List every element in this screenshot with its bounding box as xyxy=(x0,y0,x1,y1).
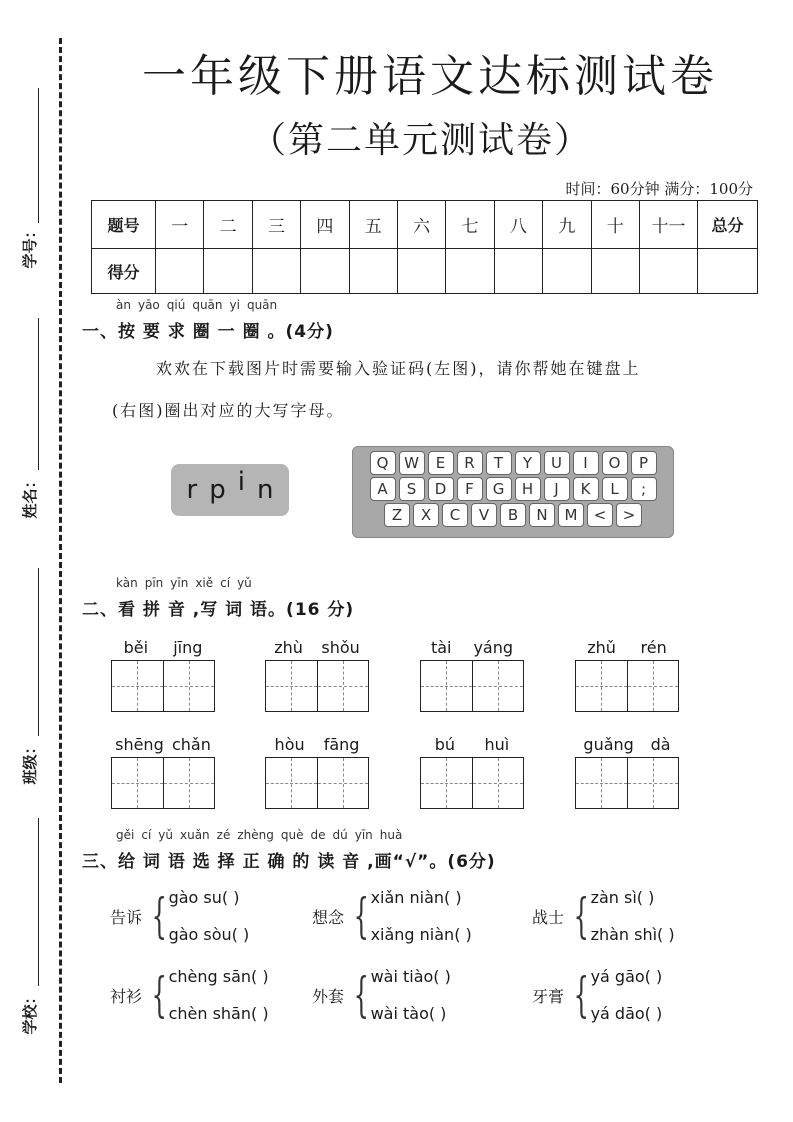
choice-option[interactable]: xiǎng niàn( ) xyxy=(370,925,472,944)
key[interactable]: K xyxy=(573,477,599,501)
school-label: 学校： xyxy=(20,989,39,1035)
table-cell: 得分 xyxy=(92,249,156,294)
choice-option[interactable]: yá dāo( ) xyxy=(590,1004,663,1023)
key[interactable]: I xyxy=(573,451,599,475)
score-table xyxy=(91,200,758,294)
score-table-score-row xyxy=(92,249,758,294)
choice-option[interactable]: gào su( ) xyxy=(168,888,240,907)
score-input-cell[interactable] xyxy=(397,249,445,294)
word-writing-item xyxy=(111,735,215,809)
word-writing-item xyxy=(265,735,369,809)
keyboard-row-3 xyxy=(357,503,669,527)
key[interactable]: F xyxy=(457,477,483,501)
writing-grid[interactable] xyxy=(111,660,215,712)
page-subtitle: （第二单元测试卷） xyxy=(250,120,593,161)
word-pinyin: guǎng dà xyxy=(583,735,671,754)
keyboard-row-1 xyxy=(357,451,669,475)
key[interactable]: Y xyxy=(515,451,541,475)
table-cell: 二 xyxy=(204,201,252,249)
key[interactable]: ; xyxy=(631,477,657,501)
word-writing-item xyxy=(265,638,369,712)
table-cell: 六 xyxy=(397,201,445,249)
word-writing-item xyxy=(575,638,679,712)
score-input-cell[interactable] xyxy=(156,249,204,294)
brace-icon: { xyxy=(573,967,589,1023)
choice-option[interactable]: zàn sì( ) xyxy=(590,888,655,907)
word-pinyin: hòu fāng xyxy=(274,735,360,754)
key[interactable]: < xyxy=(587,503,613,527)
pinyin-syllable: yāo xyxy=(137,298,160,312)
brace-icon: { xyxy=(353,967,369,1023)
key[interactable]: Z xyxy=(384,503,410,527)
table-cell: 八 xyxy=(494,201,542,249)
student-id-label: 学号： xyxy=(20,223,39,269)
choice-option[interactable]: wài tiào( ) xyxy=(370,967,451,986)
key[interactable]: C xyxy=(442,503,468,527)
word-writing-item xyxy=(420,638,524,712)
key[interactable]: S xyxy=(399,477,425,501)
table-cell: 五 xyxy=(349,201,397,249)
pinyin-syllable: cí xyxy=(220,576,231,590)
section3-title: 三、给 词 语 选 择 正 确 的 读 音 ,画“√”。(6分) xyxy=(82,852,496,872)
brace-icon: { xyxy=(151,967,167,1023)
choice-word: 外套 xyxy=(312,986,345,1006)
key[interactable]: E xyxy=(428,451,454,475)
word-writing-item xyxy=(111,638,215,712)
score-input-cell[interactable] xyxy=(698,249,758,294)
captcha-letter: i xyxy=(237,467,245,497)
table-cell: 四 xyxy=(301,201,349,249)
reading-choice-item xyxy=(312,967,451,1023)
table-cell: 十 xyxy=(591,201,639,249)
choice-option[interactable]: xiǎn niàn( ) xyxy=(370,888,462,907)
section1-instruction-line2: (右图)圈出对应的大写字母。 xyxy=(112,401,345,420)
pinyin-syllable: dú xyxy=(332,828,348,842)
score-input-cell[interactable] xyxy=(204,249,252,294)
pinyin-syllable: zé xyxy=(216,828,231,842)
key[interactable]: M xyxy=(558,503,584,527)
table-cell: 一 xyxy=(156,201,204,249)
pinyin-syllable: pīn xyxy=(144,576,164,590)
word-pinyin: bú huì xyxy=(434,735,510,754)
choice-option[interactable]: gào sòu( ) xyxy=(168,925,250,944)
section1-title: 一、按 要 求 圈 一 圈 。(4分) xyxy=(82,322,334,342)
pinyin-syllable: yi xyxy=(229,298,240,312)
score-input-cell[interactable] xyxy=(252,249,300,294)
table-cell: 九 xyxy=(543,201,591,249)
score-input-cell[interactable] xyxy=(640,249,698,294)
captcha-letter: r xyxy=(186,475,198,505)
reading-choice-item xyxy=(532,967,662,1023)
writing-grid[interactable] xyxy=(420,660,524,712)
choice-option[interactable]: zhàn shì( ) xyxy=(590,925,675,944)
word-writing-item xyxy=(575,735,679,809)
key[interactable]: J xyxy=(544,477,570,501)
pinyin-syllable: yīn xyxy=(354,828,373,842)
key[interactable]: B xyxy=(500,503,526,527)
key[interactable]: > xyxy=(616,503,642,527)
school-line xyxy=(38,818,39,986)
pinyin-syllable: yǔ xyxy=(158,828,173,842)
class-label: 班级： xyxy=(20,739,39,785)
word-pinyin: shēng chǎn xyxy=(115,735,211,754)
score-input-cell[interactable] xyxy=(446,249,494,294)
pinyin-syllable: què xyxy=(280,828,304,842)
pinyin-syllable: gěi xyxy=(116,828,135,842)
reading-choice-item xyxy=(110,888,249,944)
table-cell: 总分 xyxy=(698,201,758,249)
choice-word: 告诉 xyxy=(110,907,143,927)
word-pinyin: zhù shǒu xyxy=(274,638,360,657)
section2-title: 二、看 拼 音 ,写 词 语。(16 分) xyxy=(82,600,355,620)
pinyin-syllable: kàn xyxy=(116,576,138,590)
pinyin-syllable: huà xyxy=(379,828,403,842)
score-input-cell[interactable] xyxy=(301,249,349,294)
writing-grid[interactable] xyxy=(265,757,369,809)
word-pinyin: běi jīng xyxy=(123,638,203,657)
score-input-cell[interactable] xyxy=(543,249,591,294)
captcha-letter: n xyxy=(256,475,274,505)
pinyin-syllable: de xyxy=(310,828,326,842)
key[interactable]: T xyxy=(486,451,512,475)
choice-option[interactable]: yá gāo( ) xyxy=(590,967,663,986)
pinyin-syllable: àn xyxy=(116,298,131,312)
pinyin-syllable: zhèng xyxy=(237,828,274,842)
name-label: 姓名： xyxy=(20,473,39,519)
reading-choice-item xyxy=(110,967,269,1023)
keyboard-image xyxy=(352,446,674,538)
pinyin-syllable: xiě xyxy=(195,576,214,590)
pinyin-syllable: cí xyxy=(141,828,152,842)
reading-choice-item xyxy=(532,888,675,944)
brace-icon: { xyxy=(573,888,589,944)
word-pinyin: tài yáng xyxy=(430,638,514,657)
keyboard-row-2 xyxy=(357,477,669,501)
page-title: 一年级下册语文达标测试卷 xyxy=(142,51,718,102)
choice-word: 衬衫 xyxy=(110,986,143,1006)
pinyin-syllable: quān xyxy=(246,298,278,312)
writing-grid[interactable] xyxy=(575,757,679,809)
section3-pinyin xyxy=(116,828,409,842)
score-table-header-row xyxy=(92,201,758,249)
class-line xyxy=(38,568,39,736)
pinyin-syllable: yǔ xyxy=(237,576,252,590)
key[interactable]: P xyxy=(631,451,657,475)
score-input-cell[interactable] xyxy=(591,249,639,294)
table-cell: 七 xyxy=(446,201,494,249)
brace-icon: { xyxy=(353,888,369,944)
table-cell: 题号 xyxy=(92,201,156,249)
captcha-card xyxy=(171,464,289,516)
name-line xyxy=(38,318,39,470)
table-cell: 十一 xyxy=(640,201,698,249)
writing-grid[interactable] xyxy=(265,660,369,712)
binding-dashed-line xyxy=(59,38,62,1083)
reading-choice-item xyxy=(312,888,472,944)
brace-icon: { xyxy=(151,888,167,944)
score-input-cell[interactable] xyxy=(494,249,542,294)
writing-grid[interactable] xyxy=(420,757,524,809)
key[interactable]: O xyxy=(602,451,628,475)
exam-meta: 时间：60分钟 满分：100分 xyxy=(565,180,753,198)
choice-word: 想念 xyxy=(312,907,345,927)
word-writing-item xyxy=(420,735,524,809)
word-pinyin: zhǔ rén xyxy=(587,638,667,657)
section1-pinyin xyxy=(116,298,284,312)
choice-word: 牙膏 xyxy=(532,986,565,1006)
pinyin-syllable: qiú xyxy=(166,298,186,312)
key[interactable]: N xyxy=(529,503,555,527)
key[interactable]: Q xyxy=(370,451,396,475)
key[interactable]: R xyxy=(457,451,483,475)
section2-pinyin xyxy=(116,576,259,590)
writing-grid[interactable] xyxy=(111,757,215,809)
choice-word: 战士 xyxy=(532,907,565,927)
student-id-line xyxy=(38,88,39,223)
key[interactable]: L xyxy=(602,477,628,501)
choice-option[interactable]: chèn shān( ) xyxy=(168,1004,269,1023)
key[interactable]: H xyxy=(515,477,541,501)
choice-option[interactable]: wài tào( ) xyxy=(370,1004,447,1023)
score-input-cell[interactable] xyxy=(349,249,397,294)
writing-grid[interactable] xyxy=(575,660,679,712)
pinyin-syllable: quān xyxy=(192,298,223,312)
key[interactable]: X xyxy=(413,503,439,527)
key[interactable]: U xyxy=(544,451,570,475)
key[interactable]: G xyxy=(486,477,512,501)
pinyin-syllable: xuǎn xyxy=(180,828,210,842)
section1-instruction-line1: 欢欢在下载图片时需要输入验证码(左图)，请你帮她在键盘上 xyxy=(156,359,641,378)
key[interactable]: W xyxy=(399,451,425,475)
pinyin-syllable: yīn xyxy=(170,576,189,590)
table-cell: 三 xyxy=(252,201,300,249)
key[interactable]: D xyxy=(428,477,454,501)
choice-option[interactable]: chèng sān( ) xyxy=(168,967,269,986)
key[interactable]: V xyxy=(471,503,497,527)
captcha-letter: p xyxy=(209,475,226,505)
key[interactable]: A xyxy=(370,477,396,501)
